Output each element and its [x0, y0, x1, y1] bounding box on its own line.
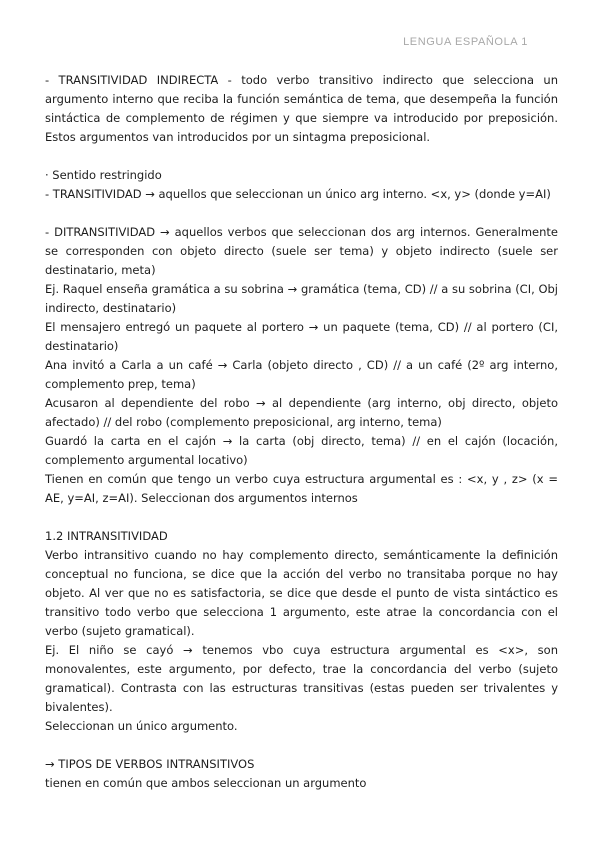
paragraph-comun: Tienen en común que tengo un verbo cuya estructura argumental es : <x, y , z> (x = AE, y=AI, z=AI). Seleccionan dos argumentos internos — [45, 472, 558, 505]
paragraph-gap — [45, 204, 558, 223]
paragraph-gap — [45, 147, 558, 166]
paragraph-sentido-restringido: · Sentido restringido — [45, 168, 162, 182]
paragraph-gap — [45, 508, 558, 527]
paragraph-gap — [45, 736, 558, 755]
example-guardo: Guardó la carta en el cajón → la carta (obj directo, tema) // en el cajón (locación, complemento argumental locativo) — [45, 434, 558, 467]
section-title-tipos-intransitivos: → TIPOS DE VERBOS INTRANSITIVOS — [45, 757, 255, 771]
paragraph-transitividad: - TRANSITIVIDAD → aquellos que seleccionan un único arg interno. <x, y> (donde y=AI) — [45, 187, 551, 201]
document-body — [45, 71, 558, 793]
paragraph-intransitividad-definicion: Verbo intransitivo cuando no hay complemento directo, semánticamente la definición conceptual no funciona, se dice que la acción del verbo no transitaba porque no hay objeto. Al ver que no es satisfactoria, se dice que desde el punto de vista sintáctico es transitivo todo verbo que selecciona 1 argumento, este atrae la concordancia con el verbo (sujeto gramatical). — [45, 548, 558, 638]
example-acusaron: Acusaron al dependiente del robo → al dependiente (arg interno, obj directo, objeto afectado) // del robo (complemento preposicional, arg interno, tema) — [45, 396, 558, 429]
example-ana: Ana invitó a Carla a un café → Carla (objeto directo , CD) // a un café (2º arg interno, complemento prep, tema) — [45, 358, 558, 391]
example-mensajero: El mensajero entregó un paquete al portero → un paquete (tema, CD) // al portero (CI, destinatario) — [45, 320, 558, 353]
example-nino: Ej. El niño se cayó → tenemos vbo cuya estructura argumental es <x>, son monovalentes, este argumento, por defecto, trae la concordancia del verbo (sujeto gramatical). Contrasta con las estructuras transitivas (estas pueden ser trivalentes y bivalentes). — [45, 643, 558, 714]
paragraph-ditransitividad: - DITRANSITIVIDAD → aquellos verbos que seleccionan dos arg internos. Generalmente se corresponden con objeto directo (suele ser tema) y objeto indirecto (suele ser destinatario, meta) — [45, 225, 558, 277]
example-raquel: Ej. Raquel enseña gramática a su sobrina → gramática (tema, CD) // a su sobrina (CI, Obj indirecto, destinatario) — [45, 282, 558, 315]
paragraph-tipos-descripcion: tienen en común que ambos seleccionan un argumento — [45, 776, 367, 790]
paragraph-unico-argumento: Seleccionan un único argumento. — [45, 719, 238, 733]
paragraph-transitividad-indirecta: - TRANSITIVIDAD INDIRECTA - todo verbo transitivo indirecto que selecciona un argumento interno que reciba la función semántica de tema, que desempeña la función sintáctica de complemento de régimen y que siempre va introducido por preposición. Estos argumentos van introducidos por un sintagma preposicional. — [45, 73, 558, 144]
running-header: LENGUA ESPAÑOLA 1 — [403, 36, 528, 48]
section-title-intransitividad: 1.2 INTRANSITIVIDAD — [45, 529, 168, 543]
